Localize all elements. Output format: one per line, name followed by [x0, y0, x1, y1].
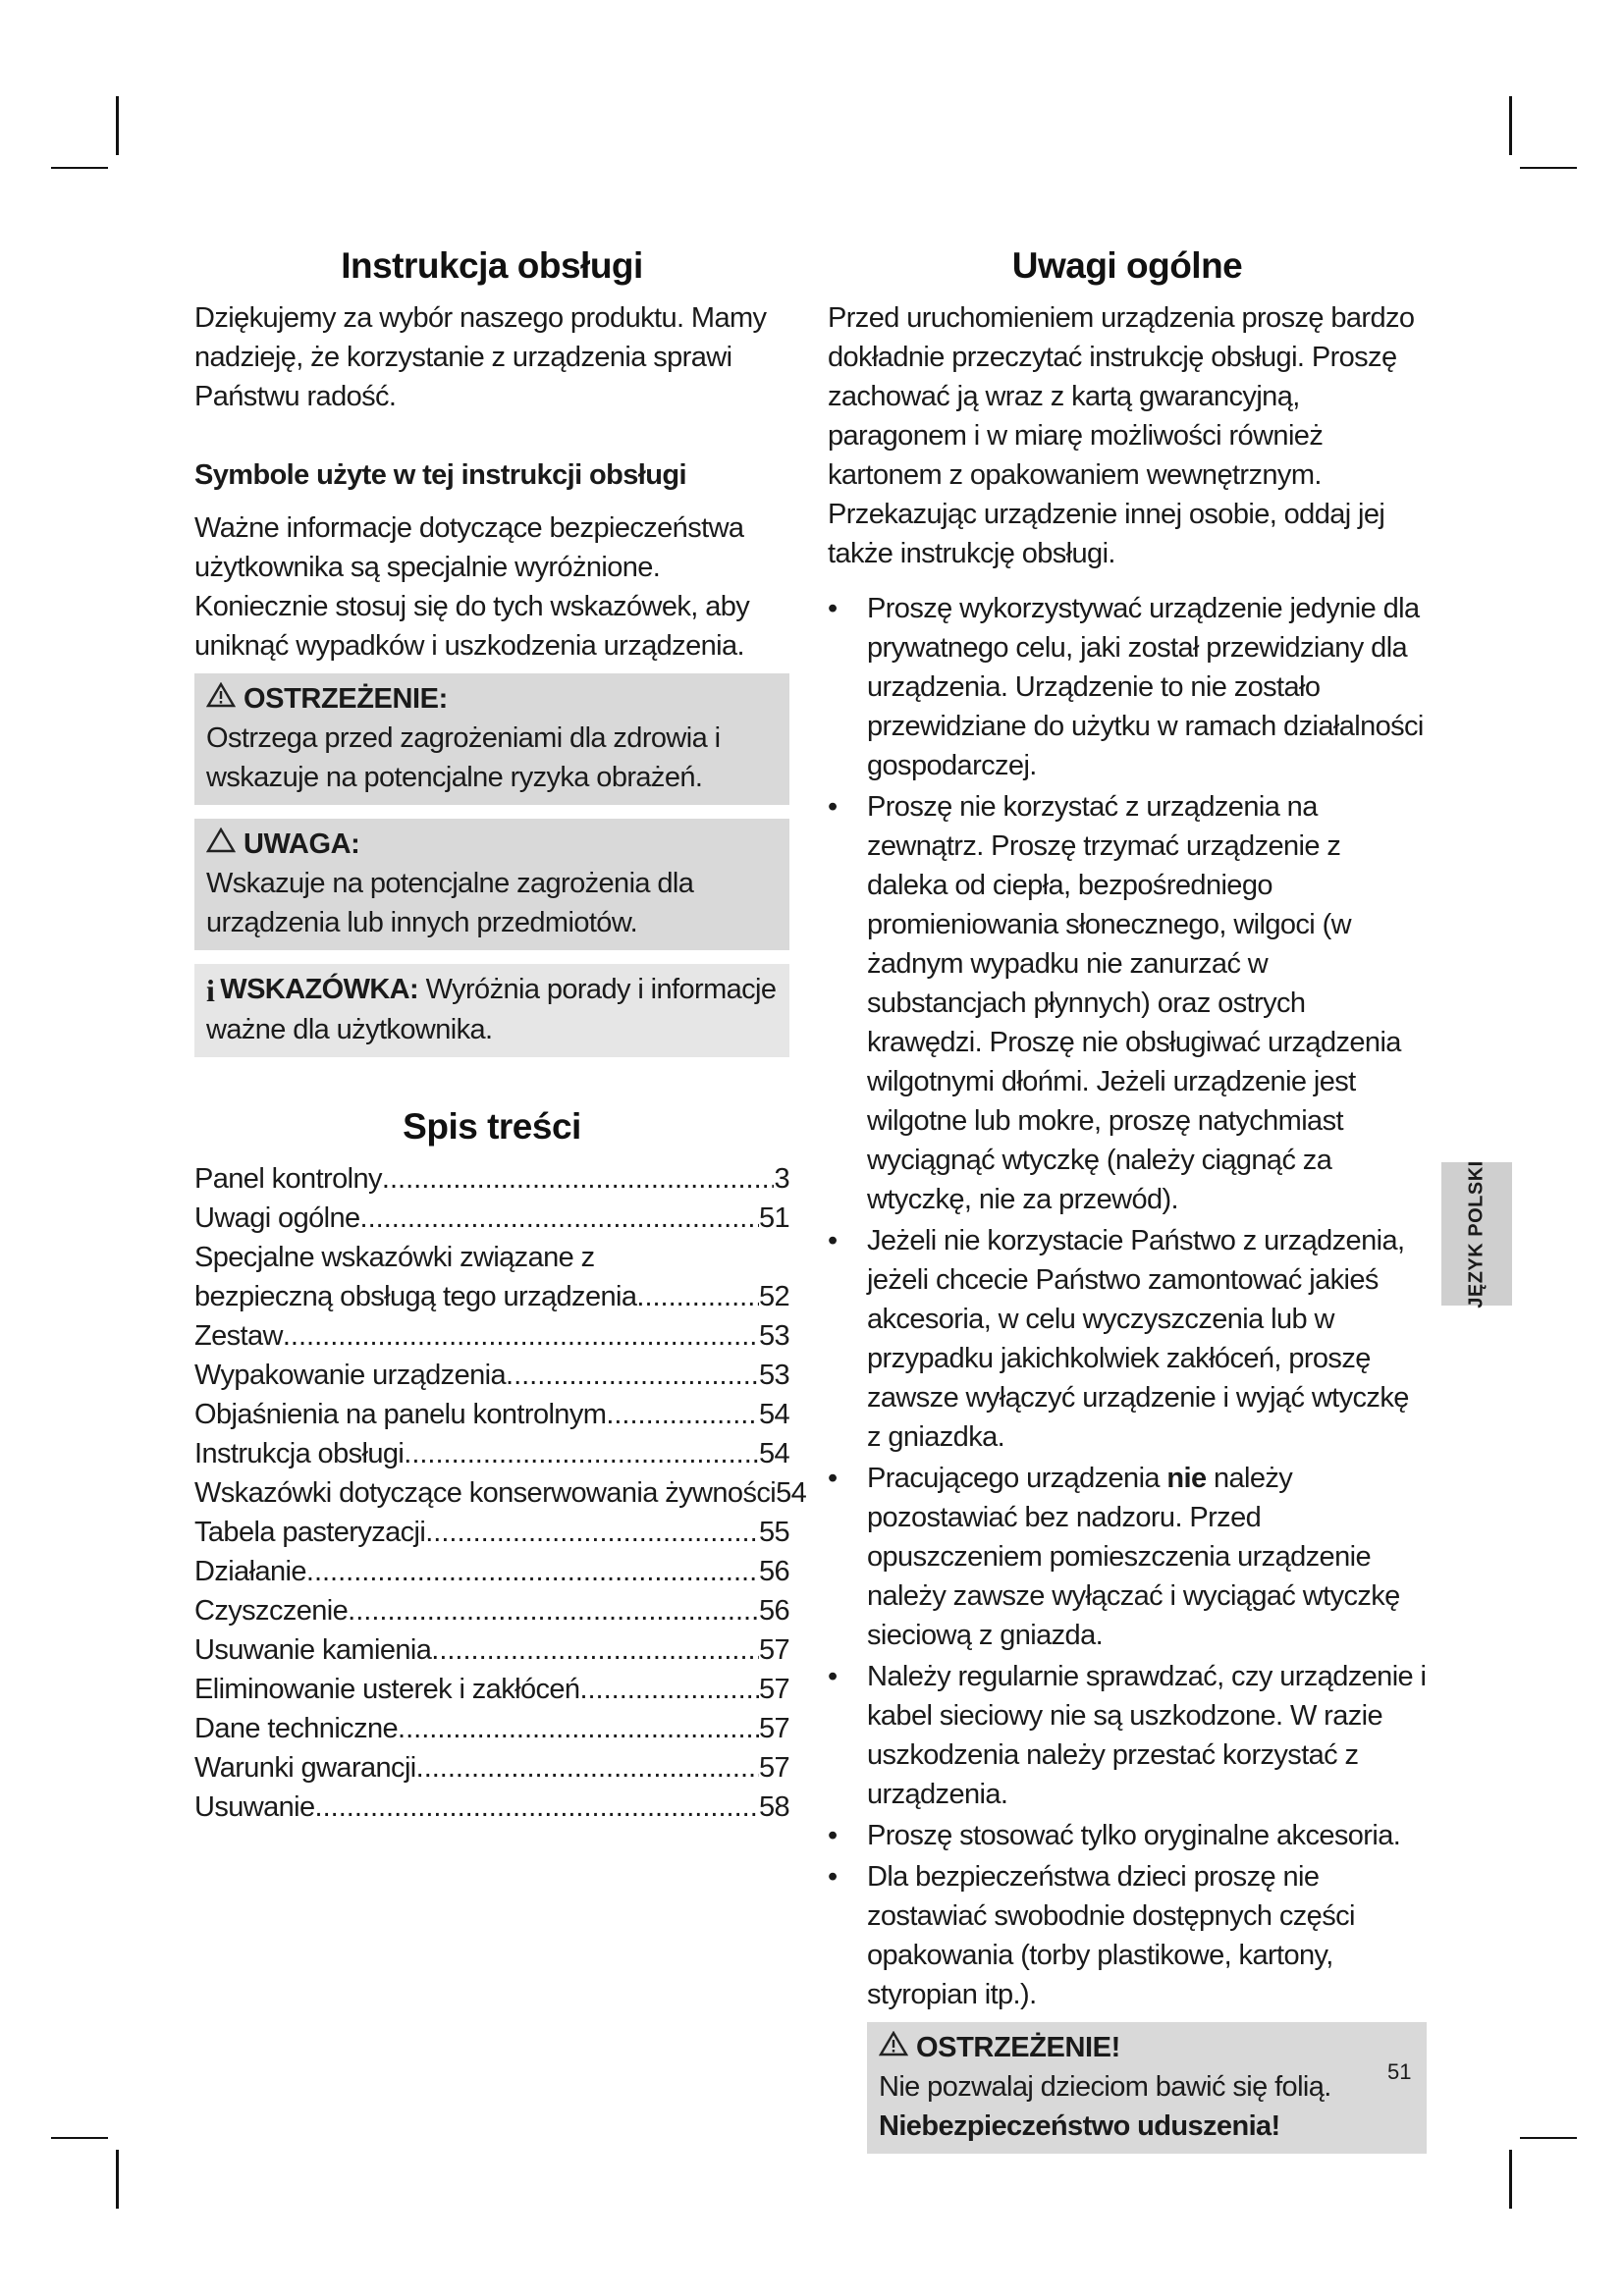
toc-item-title: Tabela pasteryzacji [194, 1517, 426, 1549]
toc-item [194, 1788, 789, 1827]
tip-title: WSKAZÓWKA: [220, 974, 419, 1005]
toc-item-title: Warunki gwarancji [194, 1752, 416, 1785]
toc-item-page: 57 [758, 1752, 789, 1785]
toc-item-page: 54 [776, 1477, 807, 1510]
toc-item [194, 1670, 789, 1709]
toc-item-page: 53 [758, 1360, 789, 1392]
toc-item-title: Instrukcja obsługi [194, 1438, 405, 1470]
toc-dot-leader [315, 1788, 759, 1827]
warning-triangle-icon [206, 679, 236, 719]
toc-item-title: Objaśnienia na panelu kontrolnym [194, 1399, 607, 1431]
toc-dot-leader [636, 1277, 759, 1316]
left-column [194, 245, 807, 1827]
warning-triangle-icon [879, 2028, 908, 2067]
child-warning-text: Nie pozwalaj dzieciom bawić się folią. [879, 2071, 1331, 2103]
child-warning-bold: Niebezpieczeństwo uduszenia! [879, 2110, 1280, 2142]
tip-box [194, 964, 789, 1057]
crop-mark [1520, 2137, 1577, 2139]
toc-item [194, 1473, 807, 1513]
toc-dot-leader [416, 1748, 759, 1788]
toc-dot-leader [425, 1513, 759, 1552]
warning-title: OSTRZEŻENIE: [244, 683, 448, 715]
toc-item [194, 1277, 789, 1316]
toc-item [194, 1238, 789, 1277]
toc-item-page: 57 [758, 1713, 789, 1745]
toc-item-page: 53 [758, 1320, 789, 1353]
toc-item [194, 1356, 789, 1395]
toc-item-title: Działanie [194, 1556, 306, 1588]
bullet-item [828, 1459, 1427, 1655]
crop-mark [51, 167, 108, 169]
toc-dot-leader [431, 1630, 759, 1670]
toc-item-title: Wskazówki dotyczące konserwowania żywności [194, 1477, 777, 1510]
bullet-item: • Proszę nie korzystać z urządzenia na zewnątrz. Proszę trzymać urządzenie z daleka od ciepła, bezpośredniego promieniowania słonecznego, wilgoci (w żadnym wypadku nie zanurzać w substancjach płynnych) oraz ostrych krawędzi. Proszę nie obsługiwać urządzenia wilgotnymi dłońmi. Jeżeli urządzenie jest wilgotne lub mokre, proszę natychmiast wyciągnąć wtyczkę (należy ciągnąć za wtyczkę, nie za przewód). [828, 787, 1427, 1219]
page-title: Instrukcja obsługi [341, 245, 643, 286]
language-label: JĘZYK POLSKI [1465, 1159, 1488, 1308]
bullet-item: • Jeżeli nie korzystacie Państwo z urządzenia, jeżeli chcecie Państwo zamontować jakieś akcesoria, w celu wyczyszczenia lub w przypadku jakichkolwiek zakłóceń, proszę zawsze wyłączyć urządzenie i wyjąć wtyczkę z gniazdka. [828, 1221, 1427, 1457]
bullet-text: Pracującego urządzenia [867, 1463, 1167, 1494]
caution-triangle-icon [206, 825, 236, 864]
toc-title: Spis treści [403, 1106, 581, 1148]
toc-dot-leader [398, 1709, 759, 1748]
toc-item-page: 54 [758, 1399, 789, 1431]
toc-item-page: 57 [758, 1674, 789, 1706]
toc-dot-leader [306, 1552, 759, 1591]
toc-item-title: Specjalne wskazówki związane z [194, 1242, 595, 1274]
crop-mark [51, 2137, 108, 2139]
toc-item [194, 1199, 789, 1238]
toc-dot-leader [348, 1591, 759, 1630]
toc-item-title: bezpieczną obsługą tego urządzenia [194, 1281, 637, 1313]
toc-item-page: 55 [758, 1517, 789, 1549]
child-warning-box [867, 2022, 1427, 2154]
toc-item-title: Zestaw [194, 1320, 283, 1353]
symbols-text: Ważne informacje dotyczące bezpieczeństwa użytkownika są specjalnie wyróżnione. Koniecznie stosuj się do tych wskazówek, aby uniknąć wypadków i uszkodzenia urządzenia. [194, 512, 750, 662]
toc-dot-leader [506, 1356, 759, 1395]
toc-item-title: Usuwanie kamienia [194, 1634, 432, 1667]
toc-item [194, 1709, 789, 1748]
crop-mark [1509, 2150, 1512, 2209]
safety-bullet-list [828, 589, 1427, 2014]
crop-mark [1520, 167, 1577, 169]
toc-item-title: Czyszczenie [194, 1595, 349, 1628]
toc-dot-leader [283, 1316, 759, 1356]
toc-item-page: 51 [758, 1202, 789, 1235]
toc-item [194, 1395, 789, 1434]
general-intro: Przed uruchomieniem urządzenia proszę bardzo dokładnie przeczytać instrukcję obsługi. Proszę zachować ją wraz z kartą gwarancyjną, paragonem i w miarę możliwości również kartonem z opakowaniem wewnętrznym. Przekazując urządzenie innej osobie, oddaj jej także instrukcję obsługi. [828, 302, 1415, 569]
caution-box [194, 819, 789, 950]
toc-item-page: 56 [758, 1556, 789, 1588]
bullet-item: • Dla bezpieczeństwa dzieci proszę nie zostawiać swobodnie dostępnych części opakowania (torby plastikowe, kartony, styropian itp.). [828, 1857, 1427, 2014]
bullet-emphasis: nie [1166, 1463, 1207, 1494]
toc-item-title: Uwagi ogólne [194, 1202, 360, 1235]
toc-item-title: Wypakowanie urządzenia [194, 1360, 507, 1392]
language-side-tab [1441, 1159, 1512, 1308]
toc-item [194, 1591, 789, 1630]
toc-item-title: Dane techniczne [194, 1713, 399, 1745]
warning-text: Ostrzega przed zagrożeniami dla zdrowia i wskazuje na potencjalne ryzyka obrażeń. [206, 722, 721, 793]
toc-item-page: 3 [774, 1163, 789, 1196]
toc-item-page: 54 [758, 1438, 789, 1470]
toc-item-title: Usuwanie [194, 1791, 315, 1824]
toc-dot-leader [360, 1199, 759, 1238]
toc-item [194, 1748, 789, 1788]
right-column [828, 245, 1427, 2167]
crop-mark [1509, 96, 1512, 155]
toc-item-title: Panel kontrolny [194, 1163, 382, 1196]
toc-item [194, 1434, 789, 1473]
bullet-item: • Należy regularnie sprawdzać, czy urządzenie i kabel sieciowy nie są uszkodzone. W razie uszkodzenia należy przestać korzystać z urządzenia. [828, 1657, 1427, 1814]
toc-item-page: 58 [758, 1791, 789, 1824]
symbols-heading: Symbole użyte w tej instrukcji obsługi [194, 459, 686, 491]
toc-dot-leader [382, 1159, 775, 1199]
caution-title: UWAGA: [244, 828, 360, 860]
info-icon: i [206, 973, 215, 1009]
toc-item [194, 1159, 789, 1199]
toc-item-page: 56 [758, 1595, 789, 1628]
toc-item [194, 1630, 789, 1670]
table-of-contents [194, 1159, 807, 1827]
intro-text: Dziękujemy za wybór naszego produktu. Mamy nadzieję, że korzystanie z urządzenia sprawi Państwu radość. [194, 302, 767, 412]
toc-item [194, 1552, 789, 1591]
caution-text: Wskazuje na potencjalne zagrożenia dla urządzenia lub innych przedmiotów. [206, 868, 694, 938]
toc-dot-leader [606, 1395, 759, 1434]
tip-text: Wyróżnia porady i informacje ważne dla użytkownika. [206, 974, 777, 1046]
bullet-text: należy pozostawiać bez nadzoru. Przed opuszczeniem pomieszczenia urządzenie należy zawsze wyłączać i wyciągać wtyczkę sieciową z gniazda. [867, 1463, 1400, 1651]
toc-item [194, 1316, 789, 1356]
toc-item-title: Eliminowanie usterek i zakłóceń [194, 1674, 580, 1706]
toc-dot-leader [579, 1670, 759, 1709]
page-number: 51 [1387, 2059, 1412, 2084]
toc-dot-leader [404, 1434, 759, 1473]
warning-box [194, 673, 789, 805]
crop-mark [116, 2150, 119, 2209]
child-warning-title: OSTRZEŻENIE! [916, 2032, 1120, 2063]
crop-mark [116, 96, 119, 155]
toc-item-page: 52 [758, 1281, 789, 1313]
toc-item [194, 1513, 789, 1552]
bullet-item: • Proszę stosować tylko oryginalne akcesoria. [828, 1816, 1427, 1855]
bullet-item: • Proszę wykorzystywać urządzenie jedynie dla prywatnego celu, jaki został przewidziany dla urządzenia. Urządzenie to nie zostało przewidziane do użytku w ramach działalności gospodarczej. [828, 589, 1427, 785]
toc-item-page: 57 [758, 1634, 789, 1667]
section-title: Uwagi ogólne [1011, 245, 1243, 286]
